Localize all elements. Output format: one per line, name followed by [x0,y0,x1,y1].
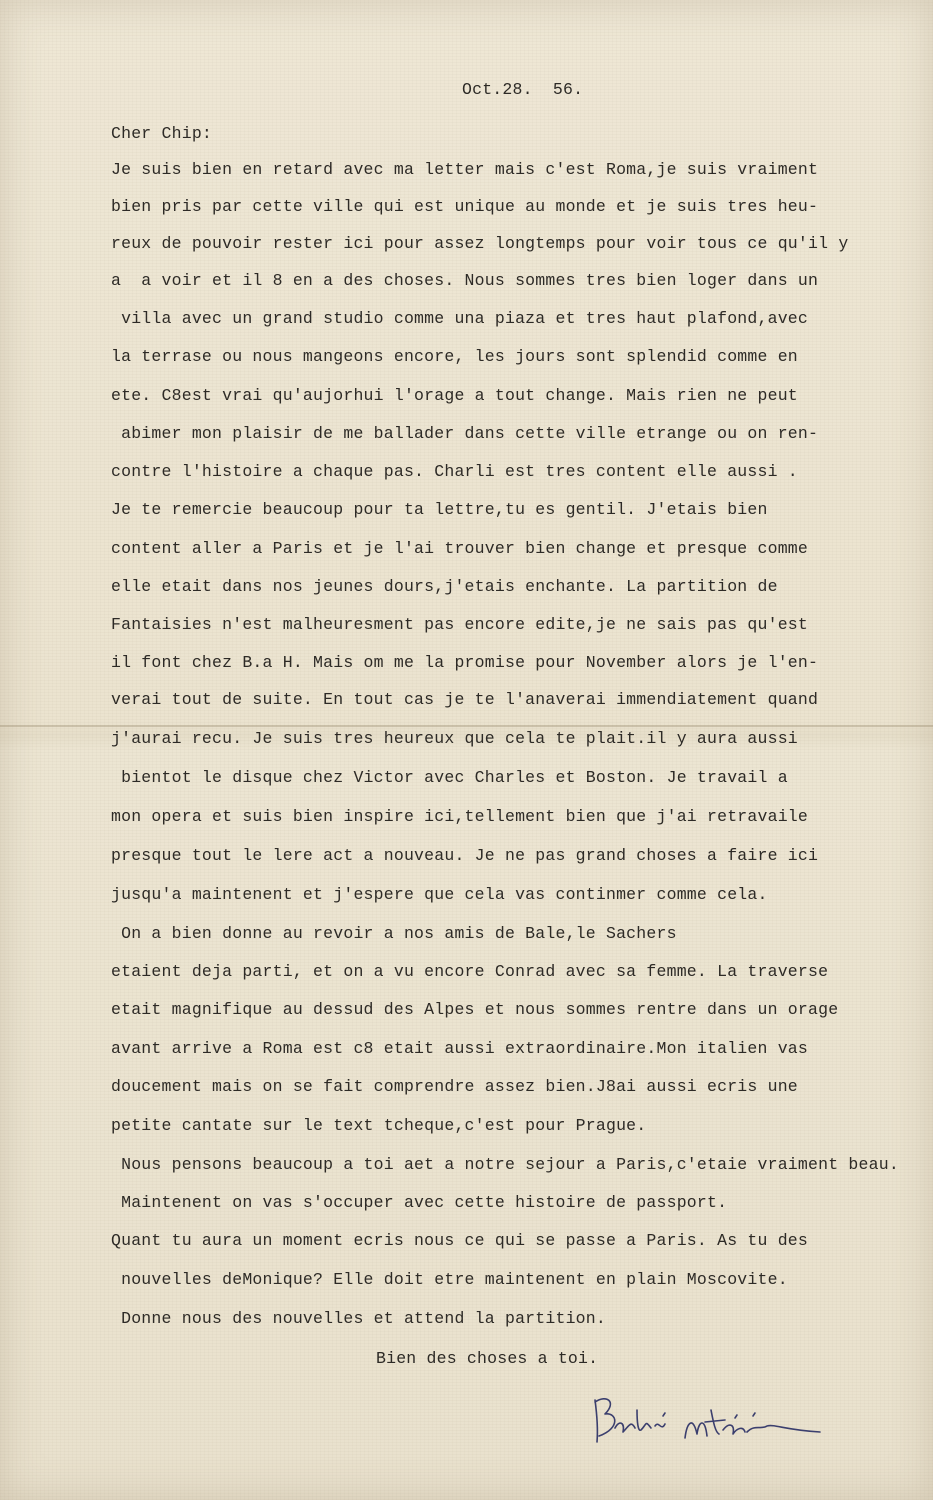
body-line: bien pris par cette ville qui est unique au monde et je suis tres heu- [111,197,819,216]
body-line: j'aurai recu. Je suis tres heureux que cela te plait.il y aura aussi [111,729,798,748]
body-line: Fantaisies n'est malheuresment pas encore edite,je ne sais pas qu'est [111,615,809,634]
salutation: Cher Chip: [111,124,213,143]
body-line: etaient deja parti, et on a vu encore Conrad avec sa femme. La traverse [111,962,829,981]
body-line: il font chez B.a H. Mais om me la promise pour November alors je l'en- [111,653,819,672]
body-line: jusqu'a maintenent et j'espere que cela vas continmer comme cela. [111,885,768,904]
body-line: doucement mais on se fait comprendre assez bien.J8ai aussi ecris une [111,1077,798,1096]
closing: Bien des choses a toi. [376,1349,599,1368]
body-line: Maintenent on vas s'occuper avec cette histoire de passport. [111,1193,728,1212]
body-line: nouvelles deMonique? Elle doit etre maintenent en plain Moscovite. [111,1270,788,1289]
body-line: On a bien donne au revoir a nos amis de Bale,le Sachers [111,924,677,943]
body-line: Nous pensons beaucoup a toi aet a notre sejour a Paris,c'etaie vraiment beau. [111,1155,899,1174]
body-line: reux de pouvoir rester ici pour assez longtemps pour voir tous ce qu'il y [111,234,849,253]
letter-date: Oct.28. 56. [462,80,584,99]
body-line: avant arrive a Roma est c8 etait aussi extraordinaire.Mon italien vas [111,1039,809,1058]
paper-fold [0,725,933,727]
body-line: presque tout le lere act a nouveau. Je ne pas grand choses a faire ici [111,846,819,865]
signature [585,1380,835,1460]
body-line: Quant tu aura un moment ecris nous ce qui se passe a Paris. As tu des [111,1231,809,1250]
body-line: elle etait dans nos jeunes dours,j'etais enchante. La partition de [111,577,778,596]
body-line: Je suis bien en retard avec ma letter mais c'est Roma,je suis vraiment [111,160,819,179]
body-line: la terrase ou nous mangeons encore, les jours sont splendid comme en [111,347,798,366]
body-line: mon opera et suis bien inspire ici,tellement bien que j'ai retravaile [111,807,809,826]
body-line: a a voir et il 8 en a des choses. Nous sommes tres bien loger dans un [111,271,819,290]
body-line: petite cantate sur le text tcheque,c'est pour Prague. [111,1116,647,1135]
body-line: Donne nous des nouvelles et attend la partition. [111,1309,606,1328]
body-line: bientot le disque chez Victor avec Charles et Boston. Je travail a [111,768,788,787]
body-line: contre l'histoire a chaque pas. Charli est tres content elle aussi . [111,462,798,481]
body-line: Je te remercie beaucoup pour ta lettre,tu es gentil. J'etais bien [111,500,768,519]
body-line: verai tout de suite. En tout cas je te l'anaverai immendiatement quand [111,690,819,709]
body-line: ete. C8est vrai qu'aujorhui l'orage a tout change. Mais rien ne peut [111,386,798,405]
body-line: villa avec un grand studio comme una piaza et tres haut plafond,avec [111,309,809,328]
body-line: content aller a Paris et je l'ai trouver bien change et presque comme [111,539,809,558]
body-line: etait magnifique au dessud des Alpes et nous sommes rentre dans un orage [111,1000,839,1019]
body-line: abimer mon plaisir de me ballader dans cette ville etrange ou on ren- [111,424,819,443]
